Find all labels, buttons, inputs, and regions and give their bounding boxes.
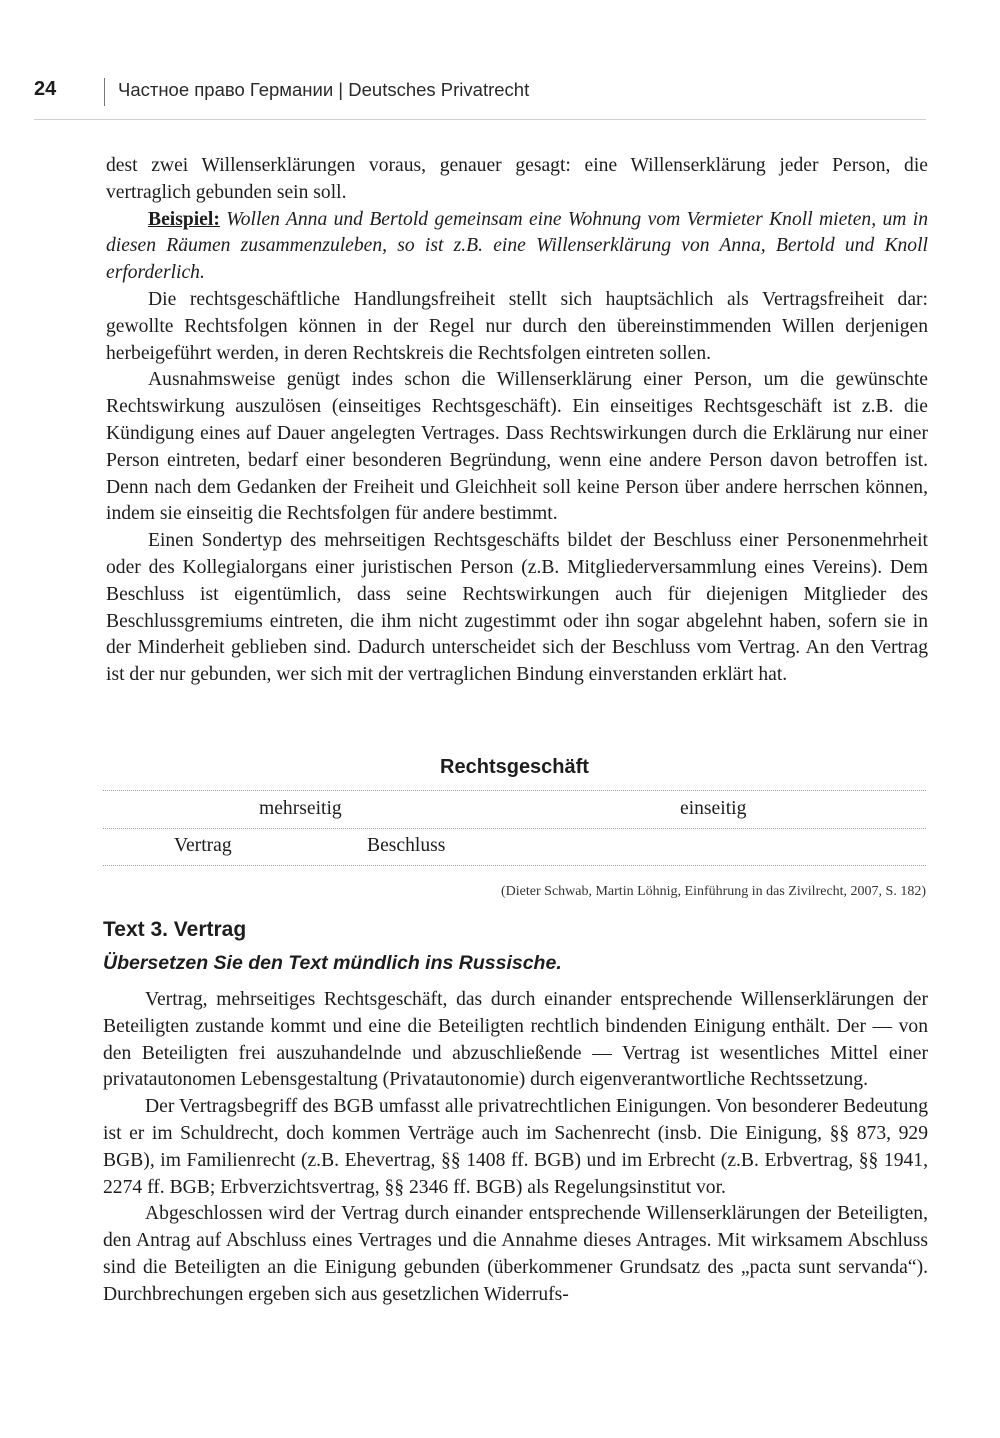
header-separator <box>104 78 105 106</box>
diagram-category-einseitig: einseitig <box>680 798 747 819</box>
section-heading: Text 3. Vertrag <box>103 918 247 941</box>
header-rule <box>34 119 926 120</box>
paragraph: Ausnahmsweise genügt indes schon die Willenserklärung einer Person, um die gewünschte Rechtswirkung auszulösen (einseitiges Rechtsgeschäft). Ein einseitiges Rechtsgeschäft ist z.B. die Kündigung eines auf Dauer angelegten Vertrages. Dass Rechtswirkungen durch die Erklärung nur einer Person eintreten, bedarf einer besonderen Begründung, wenn eine andere Person davon betroffen ist. Denn nach dem Gedanken der Freiheit und Gleichheit soll keine Person über andere herrschen können, indem sie einseitig die Rechtsfolgen für andere bestimmt. <box>106 369 928 525</box>
page-header <box>34 78 926 108</box>
diagram-category-mehrseitig: mehrseitig <box>259 798 342 819</box>
diagram-divider <box>103 865 926 866</box>
task-instruction: Übersetzen Sie den Text mündlich ins Russische. <box>103 952 562 974</box>
example-label: Beispiel: <box>148 208 220 230</box>
diagram-subcategory-beschluss: Beschluss <box>367 835 446 856</box>
diagram-title: Rechtsgeschäft <box>440 756 589 778</box>
diagram-subcategory-vertrag: Vertrag <box>174 835 232 856</box>
paragraph: Abgeschlossen wird der Vertrag durch einander entsprechende Willenserklärungen der Beteiligten, den Antrag auf Abschluss eines Vertrages und die Annahme dieses Antrages. Mit wirksamem Abschluss sind die Beteiligten an die Einigung gebunden (überkommener Grundsatz des „pacta sunt servanda“). Durchbrechungen ergeben sich aus gesetzlichen Widerrufs- <box>103 1203 928 1305</box>
source-citation: (Dieter Schwab, Martin Löhnig, Einführung in das Zivilrecht, 2007, S. 182) <box>501 884 926 899</box>
rechtsgeschaeft-diagram <box>103 756 926 876</box>
example-paragraph <box>106 207 928 287</box>
diagram-divider <box>103 828 926 829</box>
paragraph: Die rechtsgeschäftliche Handlungsfreiheit stellt sich hauptsächlich als Vertragsfreiheit dar: gewollte Rechtsfolgen können in der Regel nur durch den übereinstimmenden Willen derjenigen herbeigeführt werden, in deren Rechtskreis die Rechtsfolgen eintreten sollen. <box>106 288 928 364</box>
running-head: Частное право Германии | Deutsches Privatrecht <box>118 79 530 100</box>
section-continuation <box>106 153 928 689</box>
paragraph: Der Vertragsbegriff des BGB umfasst alle privatrechtlichen Einigungen. Von besonderer Bedeutung ist er im Schuldrecht, doch kommen Verträge auch im Sachenrecht (insb. Die Einigung, §§ 873, 929 BGB), im Familienrecht (z.B. Ehevertrag, §§ 1408 ff. BGB) und im Erbrecht (z.B. Erbvertrag, §§ 1941, 2274 ff. BGB; Erbverzichtsvertrag, §§ 2346 ff. BGB) als Regelungsinstitut vor. <box>103 1096 928 1198</box>
paragraph: Einen Sondertyp des mehrseitigen Rechtsgeschäfts bildet der Beschluss einer Personenmehrheit oder des Kollegialorgans einer juristischen Person (z.B. Mitgliederversammlung eines Vereins). Dem Beschluss ist eigentümlich, dass seine Rechtswirkungen auch für diejenigen Mitglieder des Beschlussgremiums eintreten, die ihm nicht zugestimmt oder ihn sogar abgelehnt haben, sofern sie in der Minderheit geblieben sind. Dadurch unterscheidet sich der Beschluss vom Vertrag. An den Vertrag ist der nur gebunden, wer sich mit der vertraglichen Bindung einverstanden erklärt hat. <box>106 530 928 686</box>
example-text: Wollen Anna und Bertold gemeinsam eine Wohnung vom Vermieter Knoll mieten, um in diesen Räumen zusammenzuleben, so ist z.B. eine Willenserklärung von Anna, Bertold und Knoll erforderlich. <box>106 208 928 284</box>
paragraph-continuation: dest zwei Willenserklärungen voraus, genauer gesagt: eine Willenserklärung jeder Person, die vertraglich gebunden sein soll. <box>106 155 928 203</box>
paragraph: Vertrag, mehrseitiges Rechtsgeschäft, das durch einander entsprechende Willenserklärungen der Beteiligten zustande kommt und eine die Beteiligten rechtlich bindenden Einigung enthält. Der — von den Beteiligten frei auszuhandelnde und abzuschließende — Vertrag ist wesentliches Mittel einer privatautonomen Lebensgestaltung (Privatautonomie) durch eigenverantwortliche Rechtssetzung. <box>103 989 928 1091</box>
text3-body <box>103 987 928 1309</box>
diagram-divider <box>103 790 926 791</box>
page-number: 24 <box>34 78 57 100</box>
